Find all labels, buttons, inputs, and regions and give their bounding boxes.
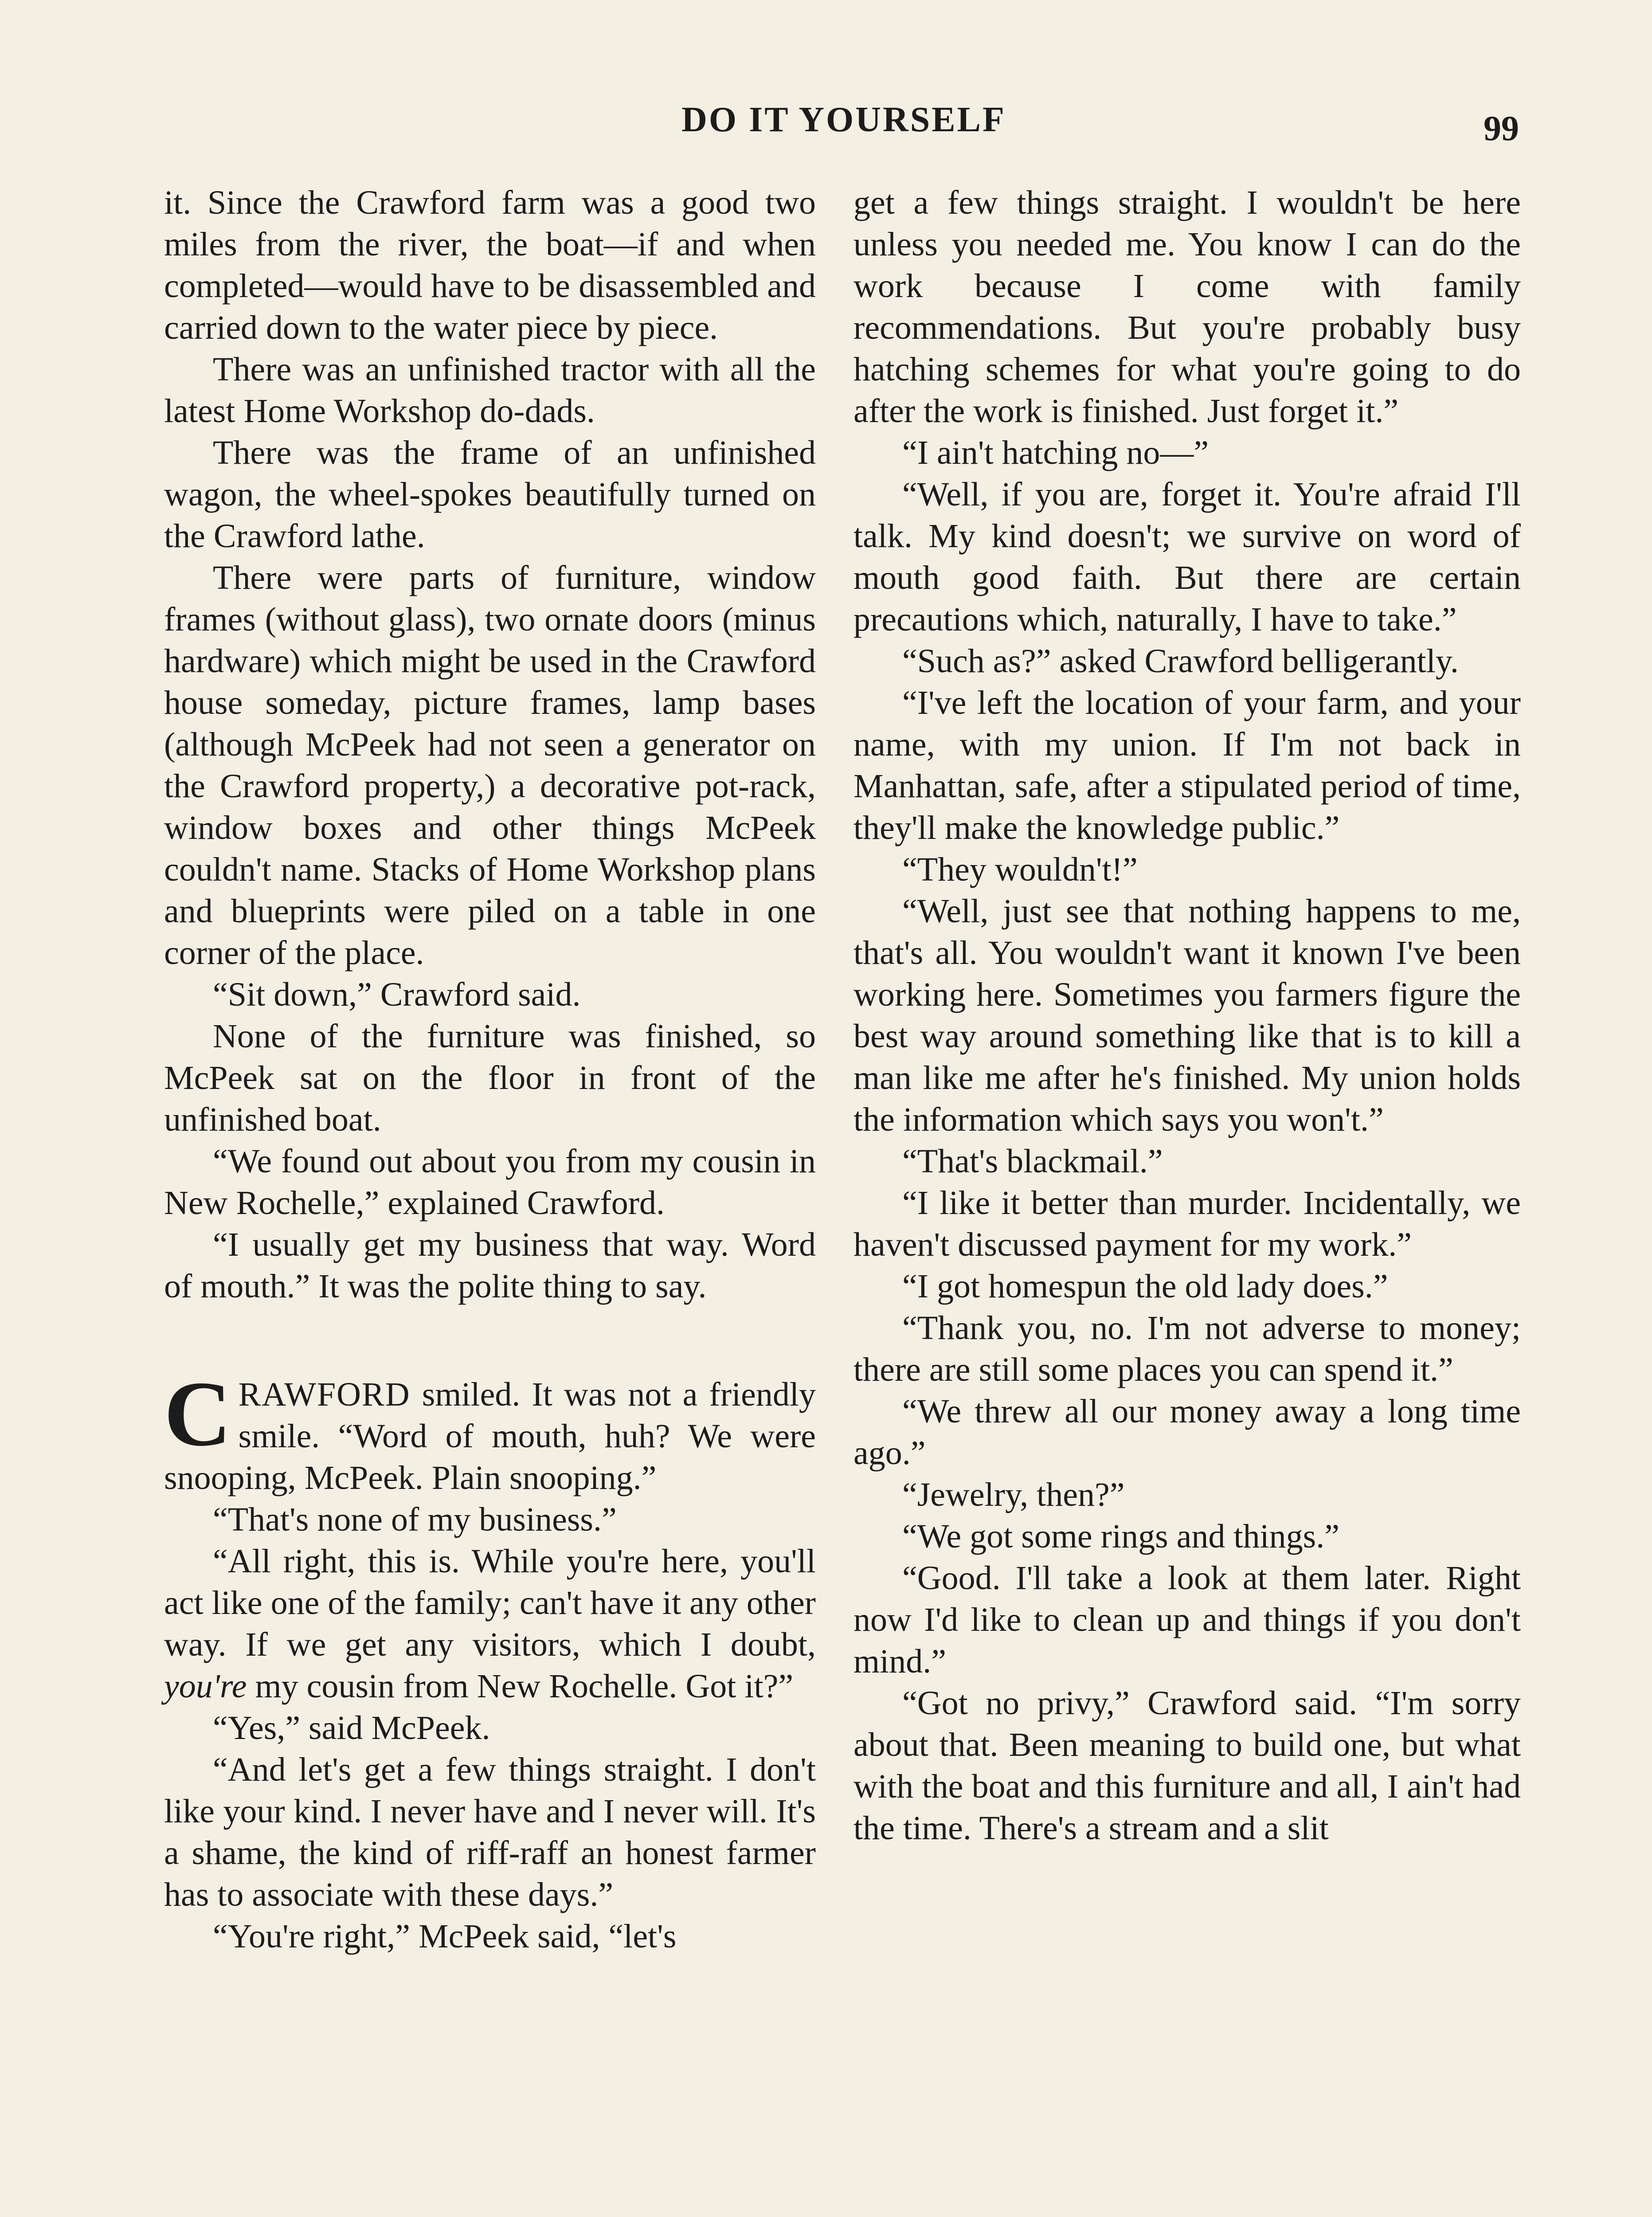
- emphasis: you're: [164, 1668, 247, 1705]
- left-column: [164, 182, 816, 2217]
- paragraph: “I usually get my business that way. Word of mouth.” It was the polite thing to say.: [164, 1226, 816, 1305]
- section-start-paragraph: [164, 1363, 816, 1499]
- paragraph: “Got no privy,” Crawford said. “I'm sorry about that. Been meaning to build one, but what with the boat and this furniture and all, I ain't had the time. There's a stream and a slit: [853, 1684, 1521, 1847]
- paragraph: “Jewelry, then?”: [902, 1476, 1125, 1513]
- paragraph-text: my cousin from New Rochelle. Got it?”: [247, 1668, 794, 1705]
- paragraph: “Yes,” said McPeek.: [213, 1709, 490, 1747]
- paragraph: “You're right,” McPeek said, “let's: [213, 1918, 677, 1955]
- paragraph-text: “All right, this is. While you're here, you'll act like one of the family; can't have it any other way. If we get any visitors, which I doubt,: [164, 1543, 816, 1663]
- paragraph: There were parts of furniture, window frames (without glass), two ornate doors (minus hardware) which might be used in the Crawford house someday, picture frames, lamp bases (although McPeek had not seen a generator on the Crawford property,) a decorative pot-rack, window boxes and other things McPeek couldn't name. Stacks of Home Workshop plans and blueprints were piled on a table in one corner of the place.: [164, 559, 816, 971]
- paragraph: There was the frame of an unfinished wagon, the wheel-spokes beautifully turned on the Crawford lathe.: [164, 434, 816, 555]
- paragraph: “I got homespun the old lady does.”: [902, 1268, 1388, 1305]
- paragraph: “Such as?” asked Crawford belligerantly.: [902, 642, 1459, 680]
- drop-cap: C: [164, 1363, 231, 1465]
- paragraph: “I've left the location of your farm, and your name, with my union. If I'm not back in Manhattan, safe, after a stipulated period of time, they'll make the knowledge public.”: [853, 684, 1521, 846]
- paragraph: “Well, if you are, forget it. You're afraid I'll talk. My kind doesn't; we survive on word of mouth good faith. But there are certain precautions which, naturally, I have to take.”: [853, 476, 1521, 638]
- page-number: 99: [1484, 109, 1519, 148]
- paragraph: “I like it better than murder. Incidentally, we haven't discussed payment for my work.”: [853, 1184, 1521, 1263]
- page-header: [168, 91, 1519, 153]
- paragraph: “We found out about you from my cousin in New Rochelle,” explained Crawford.: [164, 1143, 816, 1222]
- paragraph: “We got some rings and things.”: [902, 1518, 1339, 1555]
- small-caps-lead: RAWFORD: [238, 1376, 411, 1413]
- paragraph: “That's none of my business.”: [213, 1501, 617, 1538]
- paragraph-text: smiled. It was not a friendly smile. “Word of mouth, huh? We were snooping, McPeek. Plain snooping.”: [164, 1376, 816, 1496]
- paragraph: “Good. I'll take a look at them later. Right now I'd like to clean up and things if you don't mind.”: [853, 1559, 1521, 1680]
- right-column: [853, 182, 1521, 2217]
- paragraph: There was an unfinished tractor with all the latest Home Workshop do-dads.: [164, 351, 816, 430]
- paragraph: “Sit down,” Crawford said.: [213, 976, 581, 1013]
- paragraph: get a few things straight. I wouldn't be here unless you needed me. You know I can do the work because I come with family recommendations. But you're probably busy hatching schemes for what you're going to do after the work is finished. Just forget it.”: [853, 184, 1521, 430]
- paragraph: “Thank you, no. I'm not adverse to money; there are still some places you can spend it.”: [853, 1309, 1521, 1388]
- running-head: DO IT YOURSELF: [681, 100, 1006, 139]
- paragraph: “They wouldn't!”: [902, 851, 1138, 888]
- paragraph: “We threw all our money away a long time ago.”: [853, 1393, 1521, 1472]
- paragraph: “I ain't hatching no—”: [902, 434, 1209, 471]
- paragraph: None of the furniture was finished, so McPeek sat on the floor in front of the unfinished boat.: [164, 1018, 816, 1138]
- paragraph: “Well, just see that nothing happens to me, that's all. You wouldn't want it known I've been working here. Sometimes you farmers figure the best way around something like that is to kill a man like me after he's finished. My union holds the information which says you won't.”: [853, 893, 1521, 1138]
- paragraph: it. Since the Crawford farm was a good two miles from the river, the boat—if and when completed—would have to be disassembled and carried down to the water piece by piece.: [164, 184, 816, 346]
- paragraph: “That's blackmail.”: [902, 1143, 1163, 1180]
- paragraph: “And let's get a few things straight. I don't like your kind. I never have and I never will. It's a shame, the kind of riff-raff an honest farmer has to associate with these days.”: [164, 1751, 816, 1913]
- paragraph: [164, 1540, 816, 1707]
